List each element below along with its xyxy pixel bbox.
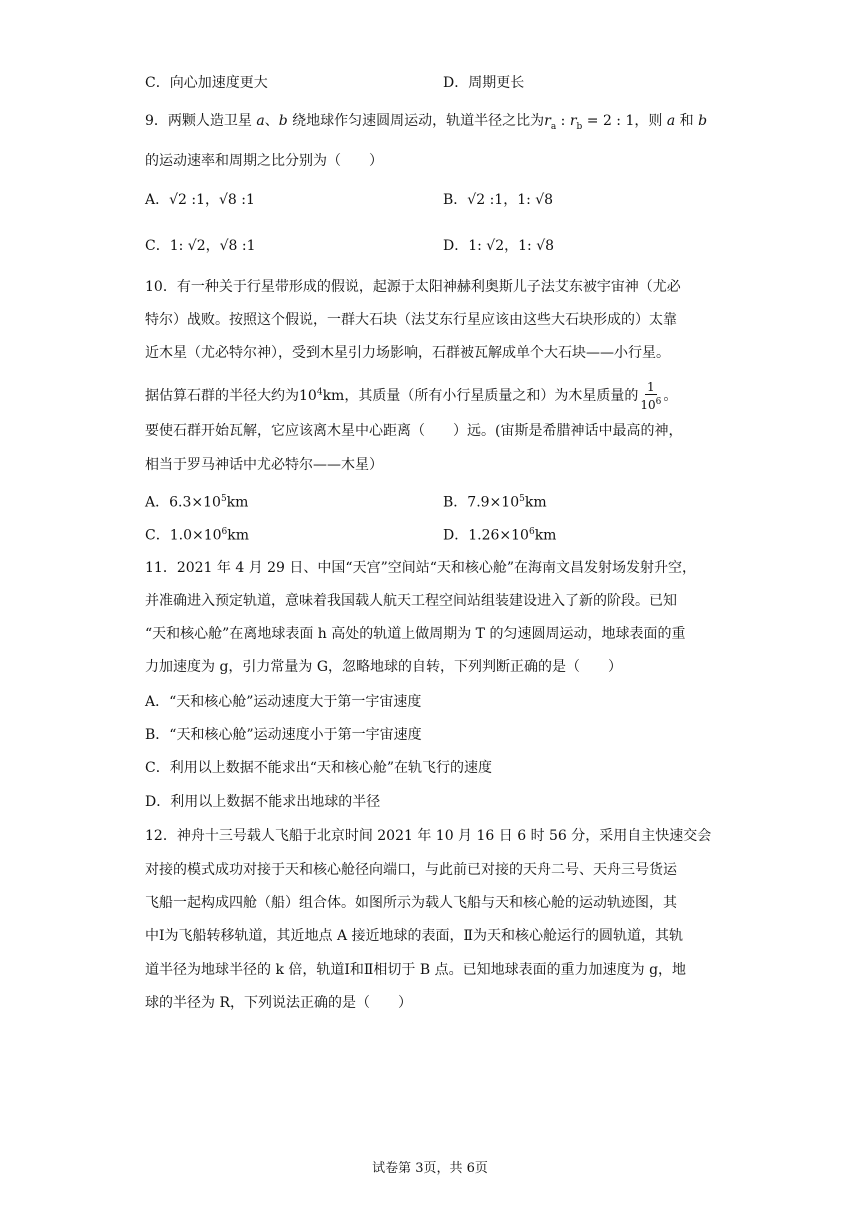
q11-stem-line-1: 11．2021 年 4 月 29 日、中国“天宫”空间站“天和核心舱”在海南文昌发射场发射升空， [145, 560, 697, 576]
q11-option-d: D．利用以上数据不能求出地球的半径 [145, 794, 381, 810]
q10-option-a: A．$6.3\times 10^5km$ [145, 494, 249, 511]
q10-option-b: B．$7.9\times 10^5km$ [443, 494, 547, 511]
q12-stem-line-1: 12．神舟十三号载人飞船于北京时间 2021 年 10 月 16 日 6 时 56 分，采用自主快速交会 [145, 828, 712, 844]
q9-stem-line-1: 9．两颗人造卫星 a、b 绕地球作匀速圆周运动，轨道半径之比为$r_a$ : $r_b = 2$ : 1，则 a 和 b [145, 113, 708, 132]
q11-stem-line-2: 并准确进入预定轨道，意味着我国载人航天工程空间站组装建设进入了新的阶段。已知 [145, 593, 677, 609]
q9-option-b: B．√2 :1，1: √8 [443, 192, 554, 208]
q11-option-c: C．利用以上数据不能求出“天和核心舱”在轨飞行的速度 [145, 760, 493, 776]
q9-stem-line-2: 的运动速率和周期之比分别为（ ） [145, 153, 383, 169]
q11-option-a: A．“天和核心舱”运动速度大于第一宇宙速度 [145, 694, 422, 710]
q9-option-a: A．√2 :1，√8 :1 [145, 192, 255, 208]
q8-option-d: D．周期更长 [443, 75, 525, 91]
q9-option-c: C．1: √2，√8 :1 [145, 238, 256, 254]
q11-option-b: B．“天和核心舱”运动速度小于第一宇宙速度 [145, 727, 422, 743]
q10-stem-line-1: 10．有一种关于行星带形成的假说，起源于太阳神赫利奥斯儿子法艾东被宇宙神（尤必 [145, 279, 681, 295]
q12-stem-line-4: 中Ⅰ为飞船转移轨道，其近地点 A 接近地球的表面，Ⅱ为天和核心舱运行的圆轨道，其轨 [145, 928, 684, 944]
page-footer: 试卷第 3页，共 6页 [372, 1161, 488, 1176]
q12-stem-line-3: 飞船一起构成四舱（船）组合体。如图所示为载人飞船与天和核心舱的运动轨迹图，其 [145, 895, 677, 911]
q12-stem-line-2: 对接的模式成功对接于天和核心舱径向端口，与此前已对接的天舟二号、天舟三号货运 [145, 862, 677, 878]
q10-stem-line-6: 相当于罗马神话中尤必特尔——木星） [145, 457, 383, 473]
q10-option-d: D．$1.26\times 10^6km$ [443, 527, 557, 544]
q12-stem-line-6: 球的半径为 R，下列说法正确的是（ ） [145, 995, 412, 1011]
q10-stem-line-5: 要使石群开始瓦解，它应该离木星中心距离（ ）远。(宙斯是希腊神话中最高的神， [145, 423, 683, 439]
q12-stem-line-5: 道半径为地球半径的 k 倍，轨道Ⅰ和Ⅱ相切于 B 点。已知地球表面的重力加速度为 g，地 [145, 962, 687, 978]
fraction-one-over-ten-to-six: $\frac{1}{10^6}$ [640, 380, 662, 412]
q10-stem-line-3: 近木星（尤必特尔神），受到木星引力场影响，石群被瓦解成单个大石块——小行星。 [145, 345, 670, 361]
q10-option-c: C．$1.0\times 10^6km$ [145, 527, 250, 544]
q9-option-d: D．1: √2，1: √8 [443, 238, 555, 254]
q10-stem-line-2: 特尔）战败。按照这个假说，一群大石块（法艾东行星应该由这些大石块形成的）太靠 [145, 312, 677, 328]
q10-stem-line-4: 据估算石群的半径大约为$10^4km$，其质量（所有小行星质量之和）为木星质量的 $\frac{1}{10^6}$ 。 [145, 380, 678, 412]
q11-stem-line-4: 力加速度为 g，引力常量为 G，忽略地球的自转，下列判断正确的是（ ） [145, 659, 623, 675]
q11-stem-line-3: “天和核心舱”在离地球表面 h 高处的轨道上做周期为 T 的匀速圆周运动，地球表面的重 [145, 626, 686, 642]
q8-option-c: C．向心加速度更大 [145, 75, 268, 91]
